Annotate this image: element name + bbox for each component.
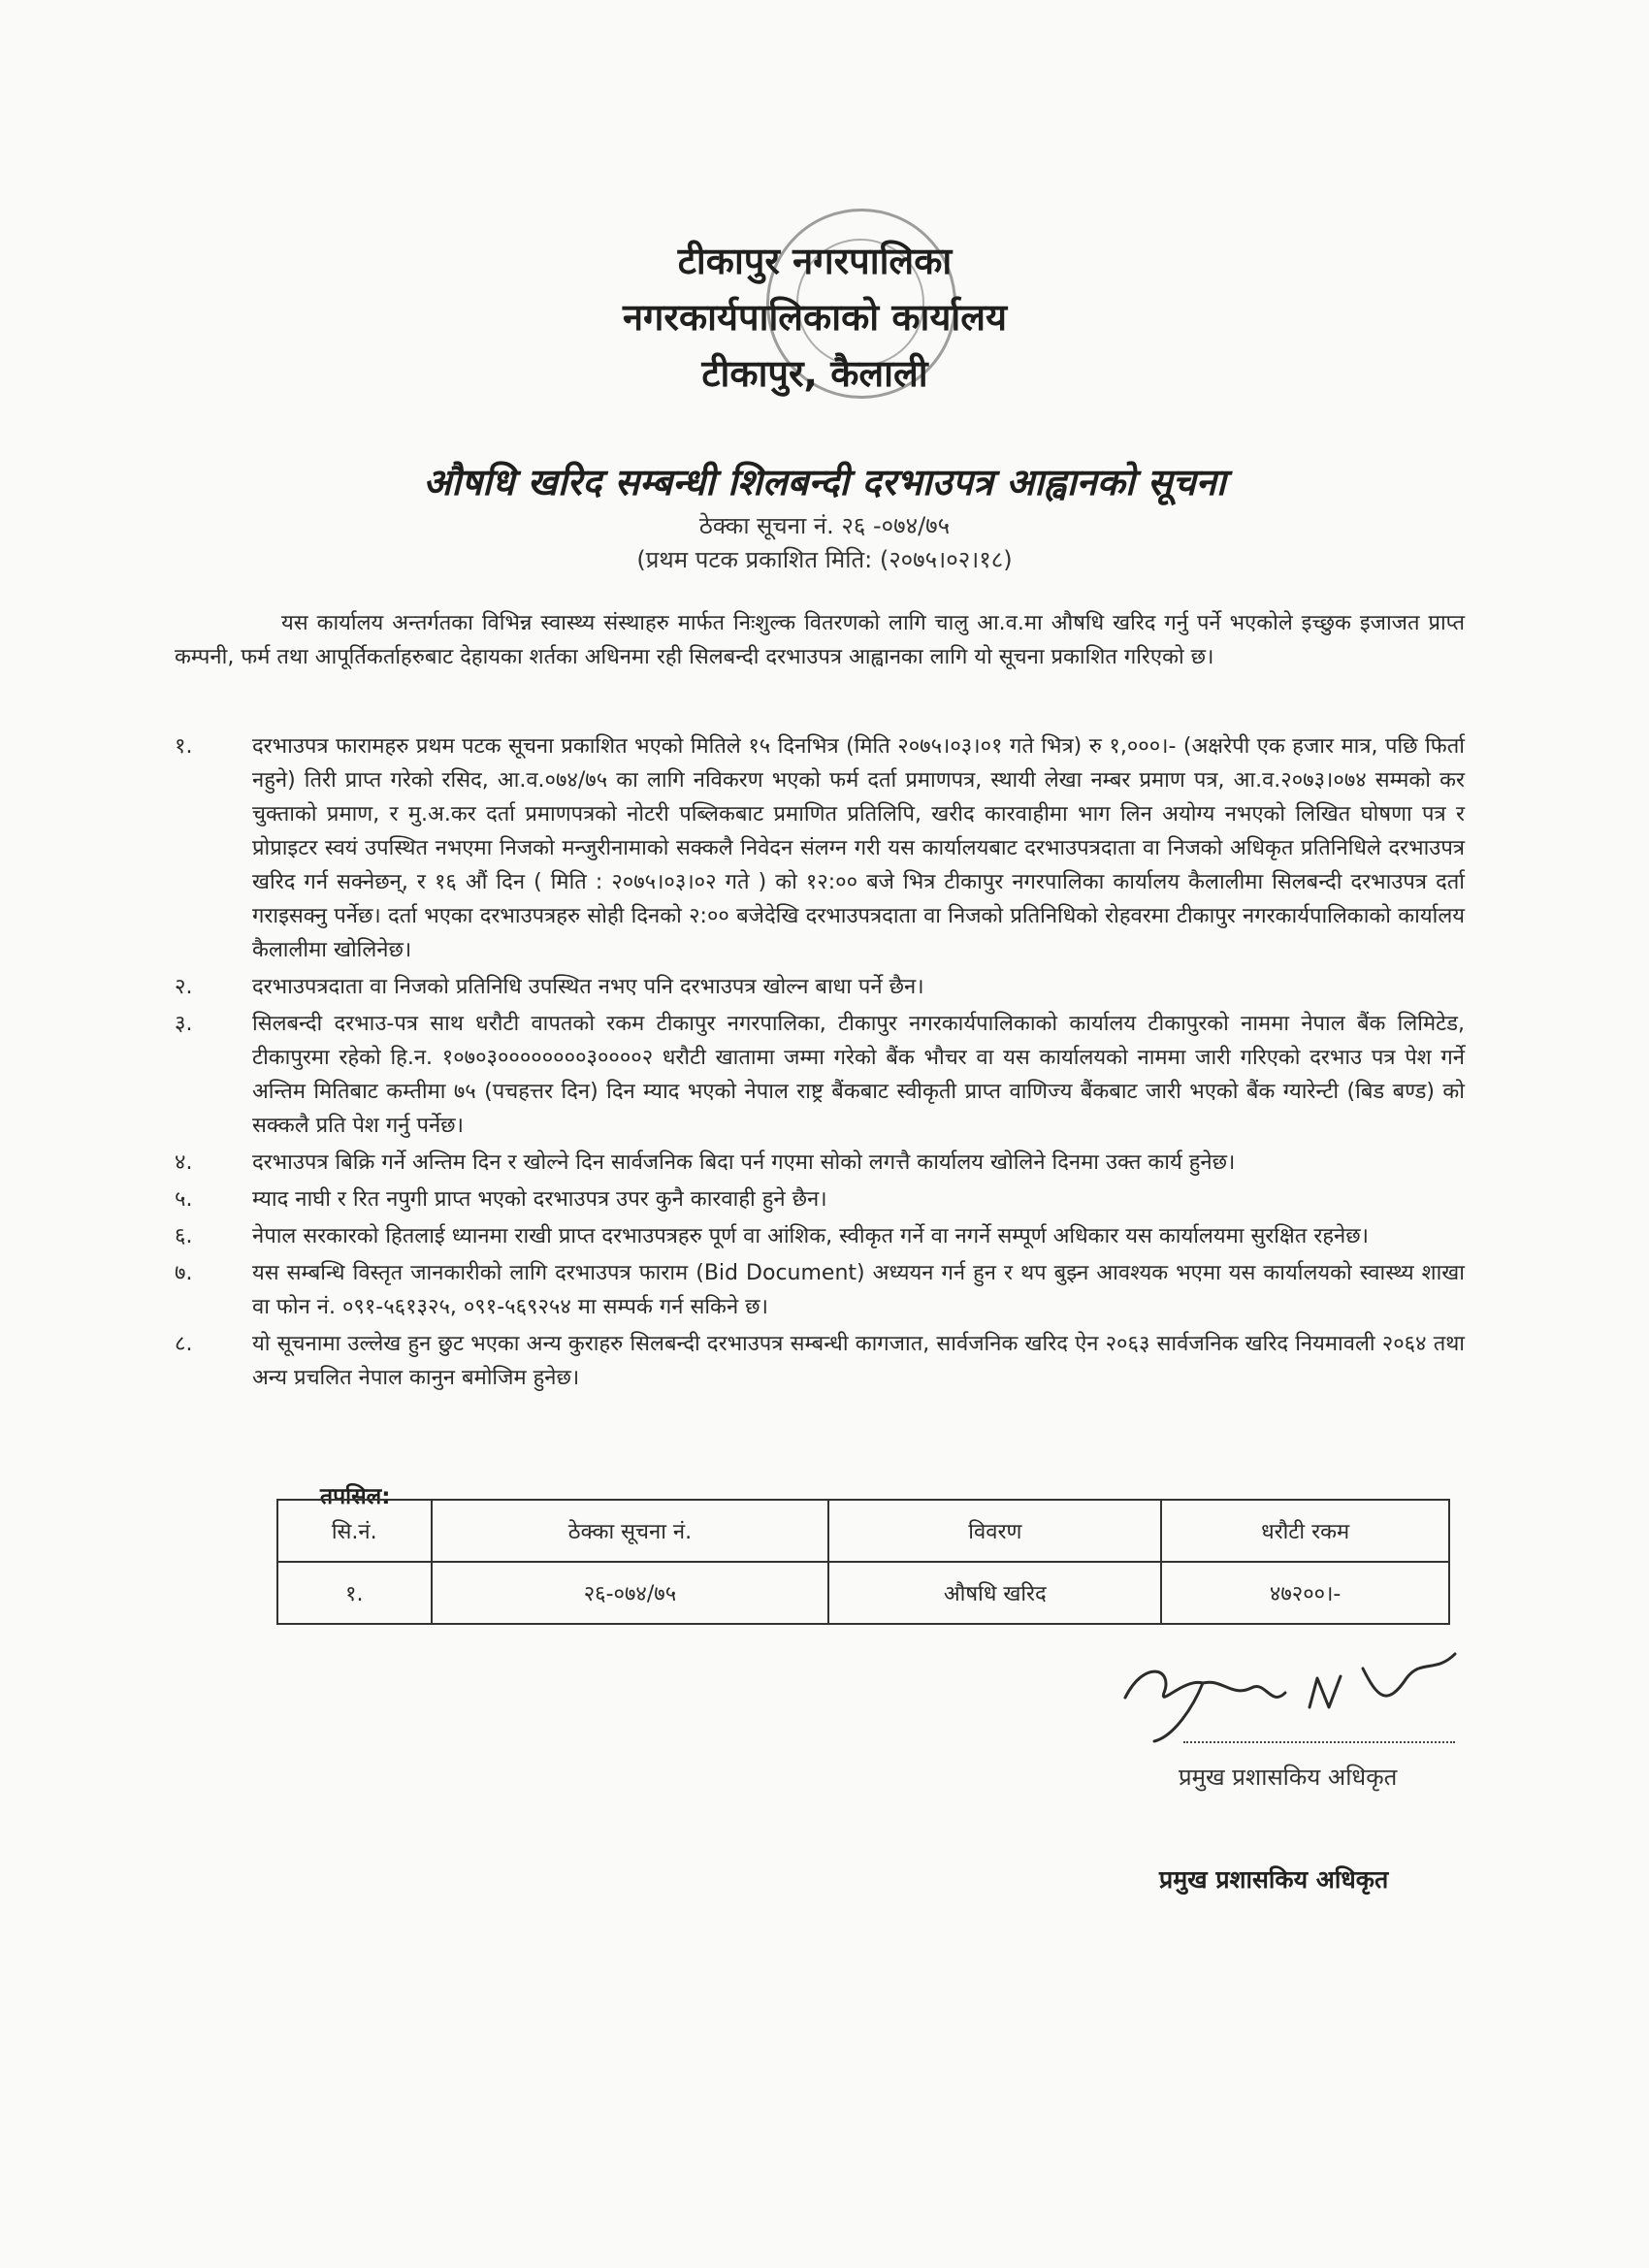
condition-text: यो सूचनामा उल्लेख हुन छुट भएका अन्य कुराहरु सिलबन्दी दरभाउपत्र सम्बन्धी कागजात, सार्वजनिक खरिद ऐन २०६३ सार्वजनिक खरिद नियमावली २०६४ तथा अन्य प्रचलित नेपाल कानुन बमोजिम हुनेछ।: [252, 1332, 1465, 1390]
condition-text: यस सम्बन्धि विस्तृत जानकारीको लागि दरभाउपत्र फाराम (Bid Document) अध्ययन गर्न हुन र थप बुझ्न आवश्यक भएमा यस कार्यालयको स्वास्थ्य शाखा वा फोन नं. ०९१-५६१३२५, ०९१-५६९२५४ मा सम्पर्क गर्न सकिने छ।: [252, 1261, 1465, 1319]
condition-number: २.: [175, 975, 193, 999]
condition-text: दरभाउपत्र बिक्रि गर्ने अन्तिम दिन र खोल्ने दिन सार्वजनिक बिदा पर्न गएमा सोको लगत्तै कार्यालय खोलिने दिनमा उक्त कार्य हुनेछ।: [252, 1150, 1236, 1175]
table-cell: २६-०७४/७५: [432, 1562, 829, 1624]
condition-item: [175, 1146, 1465, 1180]
letterhead-municipality: टीकापुर नगरपालिका: [677, 240, 953, 282]
table-cell: ४७२००।-: [1161, 1562, 1449, 1624]
condition-item: [175, 1256, 1465, 1324]
table-cell: १.: [277, 1562, 432, 1624]
signatory-title: प्रमुख प्रशासकिय अधिकृत: [1179, 1764, 1398, 1791]
table-header-row: [277, 1500, 1449, 1562]
condition-item: [175, 970, 1465, 1004]
condition-text: दरभाउपत्र फारामहरु प्रथम पटक सूचना प्रकाशित भएको मितिले १५ दिनभित्र (मिति २०७५।०३।०१ गते भित्र) रु १,०००।- (अक्षरेपी एक हजार मात्र, पछि फिर्ता नहुने) तिरी प्राप्त गरेको रसिद, आ.व.०७४/७५ का लागि नविकरण भएको फर्म दर्ता प्रमाणपत्र, स्थायी लेखा नम्बर प्रमाण पत्र, आ.व.२०७३।०७४ सम्मको कर चुक्ताको प्रमाण, र मु.अ.कर दर्ता प्रमाणपत्रको नोटरी पब्लिकबाट प्रमाणित प्रतिलिपि, खरीद कारवाहीमा भाग लिन अयोग्य नभएको लिखित घोषणा पत्र र प्रोप्राइटर स्वयं उपस्थित नभएमा निजको मन्जुरीनामाको सक्कलै निवेदन संलग्न गरी यस कार्यालयबाट दरभाउपत्रदाता वा निजको अधिकृत प्रतिनिधिले दरभाउपत्र खरिद गर्न सक्नेछन्, र १६ औं दिन ( मिति : २०७५।०३।०२ गते ) को १२:०० बजे भित्र टीकापुर नगरपालिका कार्यालय कैलालीमा सिलबन्दी दरभाउपत्र दर्ता गराइसक्नु पर्नेछ। दर्ता भएका दरभाउपत्रहरु सोही दिनको २:०० बजेदेखि दरभाउपत्रदाता वा निजको प्रतिनिधिको रोहवरमा टीकापुर नगरकार्यपालिकाको कार्यालय कैलालीमा खोलिनेछ।: [252, 734, 1465, 962]
column-header: सि.नं.: [277, 1500, 432, 1562]
letterhead: [543, 233, 1086, 402]
condition-number: ७.: [175, 1261, 193, 1285]
condition-item: [175, 1219, 1465, 1253]
signature-line: [1183, 1741, 1455, 1743]
handwritten-signature: [1086, 1639, 1474, 1746]
table-row: [277, 1562, 1449, 1624]
condition-number: ५.: [175, 1187, 193, 1212]
condition-text: दरभाउपत्रदाता वा निजको प्रतिनिधि उपस्थित नभए पनि दरभाउपत्र खोल्न बाधा पर्ने छैन।: [252, 975, 924, 999]
condition-text: म्याद नाघी र रित नपुगी प्राप्त भएको दरभाउपत्र उपर कुनै कारवाही हुने छैन।: [252, 1187, 827, 1212]
schedule-label: तपसिल:: [320, 1484, 391, 1509]
notice-title: औषधि खरिद सम्बन्धी शिलबन्दी दरभाउपत्र आह्वानको सूचना: [423, 461, 1226, 503]
column-header: विवरण: [828, 1500, 1161, 1562]
condition-number: ३.: [175, 1012, 193, 1036]
notice-conditions-list: [175, 729, 1465, 1398]
condition-text: सिलबन्दी दरभाउ-पत्र साथ धरौटी वापतको रकम टीकापुर नगरपालिका, टीकापुर नगरकार्यपालिकाको कार्यालय टीकापुरको नाममा नेपाल बैंक लिमिटेड, टीकापुरमा रहेको हि.न. १०७०३००००००००३००००२ धरौटी खातामा जम्मा गरेको बैंक भौचर वा यस कार्यालयको नाममा जारी गरिएको दरभाउ पत्र पेश गर्ने अन्तिम मितिबाट कम्तीमा ७५ (पचहत्तर दिन) दिन म्याद भएको नेपाल राष्ट्र बैंकबाट स्वीकृती प्राप्त वाणिज्य बैंकबाट जारी भएको बैंक ग्यारेन्टी (बिड बण्ड) को सक्कलै प्रति पेश गर्नु पर्नेछ।: [252, 1012, 1465, 1138]
condition-item: [175, 1007, 1465, 1143]
condition-item: [175, 1183, 1465, 1216]
letterhead-address: टीकापुर, कैलाली: [701, 352, 928, 395]
schedule-table: [276, 1499, 1450, 1625]
column-header: धरौटी रकम: [1161, 1500, 1449, 1562]
signatory-title-printed: प्रमुख प्रशासकिय अधिकृत: [1159, 1865, 1389, 1894]
notice-published-date: (प्रथम पटक प्रकाशित मिति: (२०७५।०२।१८): [636, 546, 1013, 573]
letterhead-office: नगरकार्यपालिकाको कार्यालय: [622, 296, 1008, 339]
condition-number: ४.: [175, 1150, 193, 1175]
notice-intro: यस कार्यालय अन्तर्गतका विभिन्न स्वास्थ्य संस्थाहरु मार्फत निःशुल्क वितरणको लागि चालु आ.व.मा औषधि खरिद गर्नु पर्ने भएकोले इच्छुक इजाजत प्राप्त कम्पनी, फर्म तथा आपूर्तिकर्ताहरुबाट देहायका शर्तका अधिनमा रही सिलबन्दी दरभाउपत्र आह्वानका लागि यो सूचना प्रकाशित गरिएको छ।: [175, 611, 1465, 669]
condition-item: [175, 1327, 1465, 1395]
condition-number: ६.: [175, 1224, 193, 1248]
condition-number: ८.: [175, 1332, 193, 1356]
condition-text: नेपाल सरकारको हितलाई ध्यानमा राखी प्राप्त दरभाउपत्रहरु पूर्ण वा आंशिक, स्वीकृत गर्ने वा नगर्ने सम्पूर्ण अधिकार यस कार्यालयमा सुरक्षित रहनेछ।: [252, 1224, 1369, 1248]
condition-number: १.: [175, 734, 193, 759]
table-cell: औषधि खरिद: [828, 1562, 1161, 1624]
notice-number: ठेक्का सूचना नं. २६ -०७४/७५: [698, 512, 951, 539]
condition-item: [175, 729, 1465, 967]
column-header: ठेक्का सूचना नं.: [432, 1500, 829, 1562]
